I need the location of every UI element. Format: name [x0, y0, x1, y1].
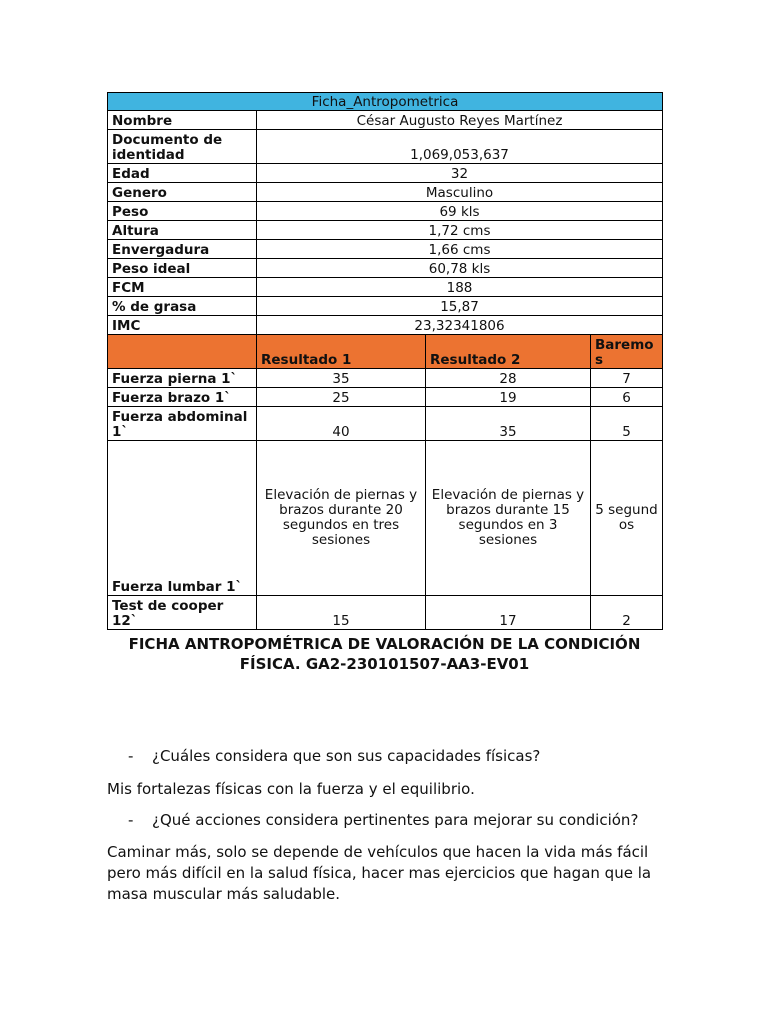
row-label: Peso ideal [108, 259, 257, 278]
test-label: Fuerza abdominal 1` [108, 407, 257, 441]
row-label: Altura [108, 221, 257, 240]
table-row [108, 164, 663, 183]
table-row [108, 259, 663, 278]
row-value: 1,069,053,637 [257, 130, 663, 164]
question-1 [128, 747, 540, 765]
table-row [108, 596, 663, 630]
row-label: Peso [108, 202, 257, 221]
table-row [108, 278, 663, 297]
row-label: Envergadura [108, 240, 257, 259]
question-2-text: ¿Qué acciones considera pertinentes para mejorar su condición? [152, 811, 639, 829]
document-heading: FICHA ANTROPOMÉTRICA DE VALORACIÓN DE LA CONDICIÓN FÍSICA. GA2-230101507-AA3-EV01 [128, 635, 641, 673]
table-row [108, 388, 663, 407]
row-label: % de grasa [108, 297, 257, 316]
table-row [108, 316, 663, 335]
row-label: Edad [108, 164, 257, 183]
result-1: Elevación de piernas y brazos durante 20 segundos en tres sesiones [257, 441, 426, 596]
header-resultado-2: Resultado 2 [426, 335, 591, 369]
answer-1: Mis fortalezas físicas con la fuerza y el equilibrio. [107, 780, 475, 798]
test-label: Fuerza pierna 1` [108, 369, 257, 388]
table-row [108, 369, 663, 388]
row-label: Genero [108, 183, 257, 202]
header-resultado-1: Resultado 1 [257, 335, 426, 369]
row-value: 1,66 cms [257, 240, 663, 259]
baremo: 5 segundos [591, 441, 663, 596]
test-label: Test de cooper 12` [108, 596, 257, 630]
result-2: 19 [426, 388, 591, 407]
row-value: 69 kls [257, 202, 663, 221]
row-label: Nombre [108, 111, 257, 130]
row-label: Documento de identidad [108, 130, 257, 164]
table-row [108, 221, 663, 240]
row-value: 188 [257, 278, 663, 297]
test-label: Fuerza lumbar 1` [108, 441, 257, 596]
table-row [108, 111, 663, 130]
table-row [108, 407, 663, 441]
result-1: 25 [257, 388, 426, 407]
row-value: 60,78 kls [257, 259, 663, 278]
result-2: 35 [426, 407, 591, 441]
question-1-text: ¿Cuáles considera que son sus capacidades físicas? [152, 747, 541, 765]
row-value: 23,32341806 [257, 316, 663, 335]
table-row [108, 183, 663, 202]
table-title: Ficha_Antropometrica [108, 93, 663, 111]
row-label: FCM [108, 278, 257, 297]
row-value: Masculino [257, 183, 663, 202]
question-2 [128, 811, 638, 829]
table-row [108, 130, 663, 164]
table-row [108, 297, 663, 316]
table-title-row [108, 93, 663, 111]
baremo: 2 [591, 596, 663, 630]
result-1: 35 [257, 369, 426, 388]
header-empty [108, 335, 257, 369]
baremo: 6 [591, 388, 663, 407]
test-label: Fuerza brazo 1` [108, 388, 257, 407]
baremo: 5 [591, 407, 663, 441]
result-2: Elevación de piernas y brazos durante 15 segundos en 3 sesiones [426, 441, 591, 596]
answer-2: Caminar más, solo se depende de vehículos que hacen la vida más fácil pero más difícil en la salud física, hacer mas ejercicios que hagan que la masa muscular más saludable. [107, 843, 652, 903]
anthropometric-table [107, 92, 663, 630]
result-2: 28 [426, 369, 591, 388]
row-value: 32 [257, 164, 663, 183]
baremo: 7 [591, 369, 663, 388]
result-2: 17 [426, 596, 591, 630]
table-row [108, 240, 663, 259]
table-row [108, 202, 663, 221]
bullet-dash: - [128, 747, 134, 765]
test-header-row [108, 335, 663, 369]
table-row [108, 441, 663, 596]
row-label: IMC [108, 316, 257, 335]
result-1: 15 [257, 596, 426, 630]
bullet-dash: - [128, 811, 134, 829]
row-value: 1,72 cms [257, 221, 663, 240]
row-value: 15,87 [257, 297, 663, 316]
header-baremos: Baremos [591, 335, 663, 369]
row-value: César Augusto Reyes Martínez [257, 111, 663, 130]
result-1: 40 [257, 407, 426, 441]
